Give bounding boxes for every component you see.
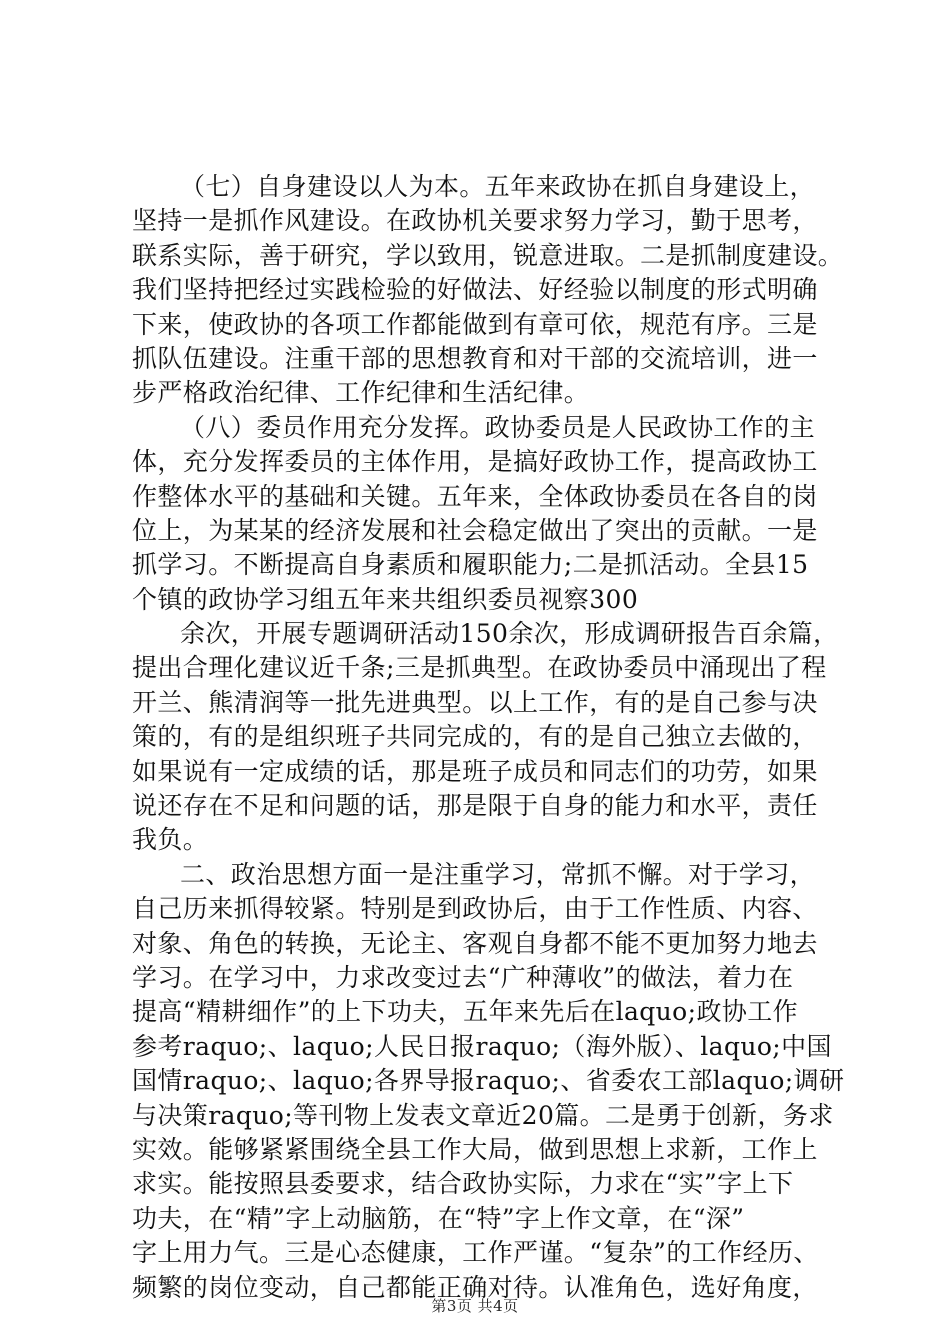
text-line: 体，充分发挥委员的主体作用，是搞好政协工作，提高政协工 <box>132 447 818 477</box>
text-line: 与决策raquo;等刊物上发表文章近20篇。二是勇于创新，务求 <box>132 1100 834 1130</box>
text-line: 国情raquo;、laquo;各界导报raquo;、省委农工部laquo;调研 <box>132 1066 845 1096</box>
document-body <box>132 170 845 1305</box>
text-line: 字上用力气。三是心态健康，工作严谨。“复杂”的工作经历、 <box>132 1238 819 1268</box>
text-line: 位上，为某某的经济发展和社会稳定做出了突出的贡献。一是 <box>132 515 818 545</box>
text-line: （七）自身建设以人为本。五年来政协在抓自身建设上， <box>180 172 816 201</box>
text-line: 联系实际，善于研究，学以致用，锐意进取。二是抓制度建设。 <box>132 240 844 270</box>
text-line: 频繁的岗位变动，自己都能正确对待。认准角色，选好角度， <box>132 1272 818 1302</box>
text-line: 提高“精耕细作”的上下功夫，五年来先后在laquo;政协工作 <box>132 997 799 1027</box>
text-line: 开兰、熊清润等一批先进典型。以上工作，有的是自己参与决 <box>132 687 818 717</box>
text-line: 参考raquo;、laquo;人民日报raquo;（海外版）、laquo;中国 <box>132 1031 832 1061</box>
text-line: 策的，有的是组织班子共同完成的，有的是自己独立去做的， <box>132 722 818 752</box>
text-line: 自己历来抓得较紧。特别是到政协后，由于工作性质、内容、 <box>132 894 818 924</box>
text-line: 学习。在学习中，力求改变过去“广种薄收”的做法，着力在 <box>132 962 794 992</box>
text-line: 实效。能够紧紧围绕全县工作大局，做到思想上求新，工作上 <box>132 1134 818 1164</box>
text-line: 余次，开展专题调研活动150余次，形成调研报告百余篇， <box>180 619 839 649</box>
text-line: 功夫，在“精”字上动脑筋，在“特”字上作文章，在“深” <box>132 1203 745 1233</box>
text-line: 个镇的政协学习组五年来共组织委员视察300 <box>132 584 639 614</box>
text-line: 抓队伍建设。注重干部的思想教育和对干部的交流培训，进一 <box>132 343 818 373</box>
text-line: 我负。 <box>132 825 209 855</box>
text-line: 步严格政治纪律、工作纪律和生活纪律。 <box>132 378 590 408</box>
text-line: 抓学习。不断提高自身素质和履职能力;二是抓活动。全县15 <box>132 550 809 580</box>
text-line: 坚持一是抓作风建设。在政协机关要求努力学习，勤于思考， <box>132 206 818 236</box>
text-line: 二、政治思想方面一是注重学习，常抓不懈。对于学习， <box>180 859 816 889</box>
text-line: 说还存在不足和问题的话，那是限于自身的能力和水平，责任 <box>132 791 818 821</box>
text-line: 我们坚持把经过实践检验的好做法、好经验以制度的形式明确 <box>132 275 818 305</box>
text-line: 对象、角色的转换，无论主、客观自身都不能不更加努力地去 <box>132 928 818 958</box>
text-line: 求实。能按照县委要求，结合政协实际，力求在“实”字上下 <box>132 1169 794 1199</box>
page-footer: 第3页 共4页 <box>431 1297 519 1315</box>
text-line: 如果说有一定成绩的话，那是班子成员和同志们的功劳，如果 <box>132 756 818 786</box>
text-line: 作整体水平的基础和关键。五年来，全体政协委员在各自的岗 <box>132 481 818 511</box>
text-line: 下来，使政协的各项工作都能做到有章可依，规范有序。三是 <box>132 309 818 339</box>
text-line: 提出合理化建议近千条;三是抓典型。在政协委员中涌现出了程 <box>132 653 827 683</box>
text-line: （八）委员作用充分发挥。政协委员是人民政协工作的主 <box>180 412 816 442</box>
